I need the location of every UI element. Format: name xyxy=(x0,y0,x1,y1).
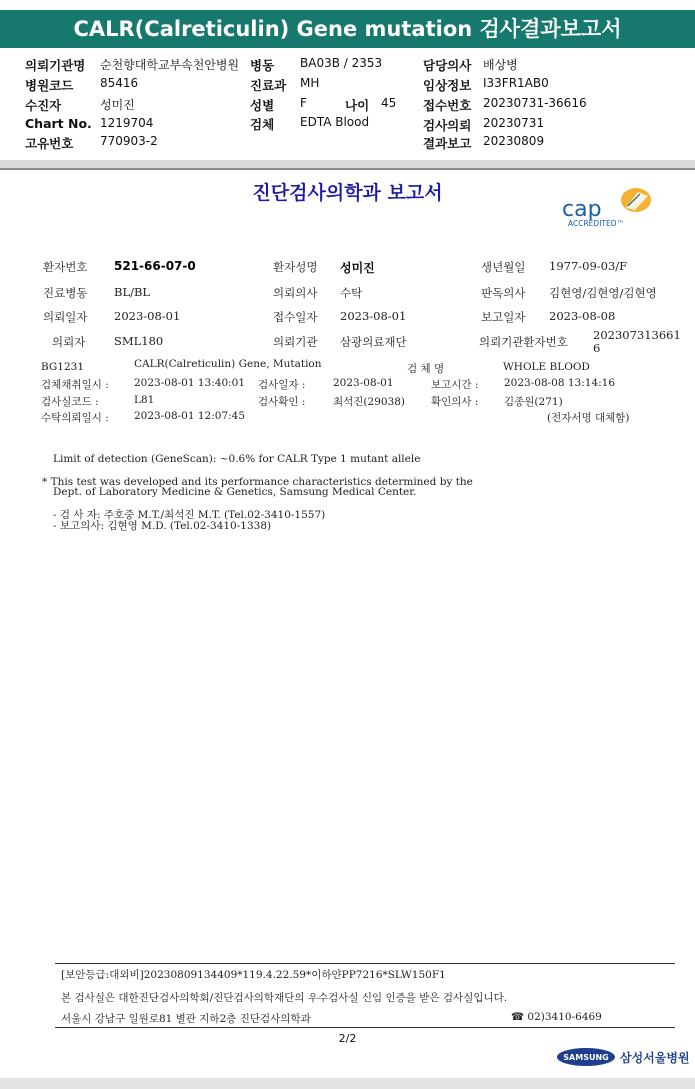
header-value: BA03B / 2353 xyxy=(300,56,383,70)
exam-date-value: 2023-08-01 xyxy=(333,377,394,389)
cap-accredited-logo xyxy=(560,186,660,230)
header-value: MH xyxy=(300,76,320,90)
test-code: BG1231 xyxy=(41,361,85,373)
patient-value: 6 xyxy=(593,341,601,355)
specimen-label: 검 체 명 xyxy=(407,363,445,375)
header-value: 성미진 xyxy=(100,98,135,112)
patient-label: 생년월일 xyxy=(481,260,526,274)
patient-label: 의뢰기관환자번호 xyxy=(479,335,568,349)
patient-name: 성미진 xyxy=(340,261,375,275)
header-label: 접수번호 xyxy=(423,98,472,113)
patient-label: 판독의사 xyxy=(481,286,526,300)
report-banner-title: CALR(Calreticulin) Gene mutation 검사결과보고서 xyxy=(0,10,695,48)
header-value: I33FR1AB0 xyxy=(483,76,549,90)
confirm-doctor-label: 확인의사 : xyxy=(431,396,479,408)
header-label: 검사의뢰 xyxy=(423,118,472,133)
lab-phone: ☎ 02)3410-6469 xyxy=(511,1011,602,1023)
patient-label: 환자번호 xyxy=(43,260,88,274)
header-label: 고유번호 xyxy=(25,136,74,151)
header-value: EDTA Blood xyxy=(300,115,370,129)
patient-id: 521-66-07-0 xyxy=(114,259,196,273)
header-label: 진료과 xyxy=(250,78,287,93)
patient-value: 삼광의료재단 xyxy=(340,335,407,349)
patient-value: 수탁 xyxy=(340,286,363,300)
confirm-label: 검사확인 : xyxy=(258,396,306,408)
patient-value: 202307313661 xyxy=(593,328,681,342)
report-time-value: 2023-08-08 13:14:16 xyxy=(504,377,616,389)
header-label: Chart No. xyxy=(25,116,92,131)
header-value: 85416 xyxy=(100,76,139,90)
collect-value: 2023-08-01 13:40:01 xyxy=(134,377,246,389)
lab-code-label: 검사실코드 : xyxy=(41,396,99,408)
disclaimer-line-1: * This test was developed and its performance characteristics determined by the xyxy=(42,476,473,488)
hospital-name: 삼성서울병원 xyxy=(620,1051,690,1065)
header-label: 수진자 xyxy=(25,98,62,113)
header-value: 20230809 xyxy=(483,134,545,148)
security-line: [보안등급:대외비]20230809134409*119.4.22.59*이하얀PP7216*SLW150F1 xyxy=(61,969,446,981)
patient-value: 김현영/김현영/김현영 xyxy=(549,286,657,300)
request-label: 수탁의뢰일시 : xyxy=(41,412,109,424)
patient-label: 환자성명 xyxy=(273,260,318,274)
certification-text: 본 검사실은 대한진단검사의학회/진단검사의학재단의 우수검사실 신임 인증을 받은 검사실입니다. xyxy=(61,992,508,1004)
patient-label: 의뢰자 xyxy=(52,335,86,349)
header-label: 의뢰기관명 xyxy=(25,58,86,73)
patient-label: 의뢰기관 xyxy=(273,335,318,349)
patient-label: 진료병동 xyxy=(43,286,88,300)
page-number: 2/2 xyxy=(338,1032,357,1045)
reporting-doctor-info: - 보고의사: 김현영 M.D. (Tel.02-3410-1338) xyxy=(53,520,272,532)
patient-label: 의뢰일자 xyxy=(43,310,88,324)
patient-value: SML180 xyxy=(114,334,164,348)
cap-logo-text: cap xyxy=(562,197,602,222)
lab-address: 서울시 강남구 일원로81 별관 지하2층 진단검사의학과 xyxy=(61,1013,311,1025)
tester-info: - 검 사 자: 주호중 M.T./최석진 M.T. (Tel.02-3410-1557) xyxy=(53,509,326,521)
cap-logo-subtext: ACCREDITED™ xyxy=(568,219,625,228)
patient-value: 2023-08-08 xyxy=(549,309,616,323)
report-time-label: 보고시간 : xyxy=(431,379,479,391)
section-divider-line xyxy=(0,168,695,170)
section-divider xyxy=(0,160,695,168)
test-name: CALR(Calreticulin) Gene, Mutation xyxy=(134,358,322,370)
bottom-bar xyxy=(0,1078,695,1089)
esign-note: (전자서명 대체함) xyxy=(547,412,630,424)
header-label: 나이 xyxy=(345,98,370,113)
header-value: 20230731 xyxy=(483,116,545,130)
samsung-logo xyxy=(556,1047,616,1067)
header-label: 병동 xyxy=(250,58,275,73)
header-value: 배상병 xyxy=(483,58,518,72)
disclaimer-line-2: Dept. of Laboratory Medicine & Genetics, Samsung Medical Center. xyxy=(53,486,417,498)
patient-label: 의뢰의사 xyxy=(273,286,318,300)
exam-date-label: 검사일자 : xyxy=(258,379,306,391)
header-label: 성별 xyxy=(250,98,275,113)
header-value: 1219704 xyxy=(100,116,154,130)
patient-label: 접수일자 xyxy=(273,310,318,324)
header-label: 결과보고 xyxy=(423,136,472,151)
header-value: 20230731-36616 xyxy=(483,96,587,110)
patient-label: 보고일자 xyxy=(481,310,526,324)
header-value: F xyxy=(300,96,307,110)
specimen-value: WHOLE BLOOD xyxy=(503,361,590,373)
header-value: 770903-2 xyxy=(100,134,158,148)
header-label: 임상정보 xyxy=(423,78,472,93)
header-value: 45 xyxy=(381,96,397,110)
patient-value: 2023-08-01 xyxy=(114,309,181,323)
confirm-value: 최석진(29038) xyxy=(333,396,406,408)
header-label: 병원코드 xyxy=(25,78,74,93)
header-label: 검체 xyxy=(250,117,275,132)
samsung-logo-text: SAMSUNG xyxy=(563,1053,609,1062)
header-value: 순천향대학교부속천안병원 xyxy=(100,58,240,72)
patient-value: BL/BL xyxy=(114,285,151,299)
header-label: 담당의사 xyxy=(423,58,472,73)
detection-limit-note: Limit of detection (GeneScan): ~0.6% for CALR Type 1 mutant allele xyxy=(53,453,421,465)
request-value: 2023-08-01 12:07:45 xyxy=(134,410,246,422)
collect-label: 검체채취일시 : xyxy=(41,379,109,391)
confirm-doctor-value: 김종원(271) xyxy=(504,396,563,408)
patient-birthdate: 1977-09-03/F xyxy=(549,259,628,273)
report-title: 진단검사의학과 보고서 xyxy=(252,182,443,204)
patient-value: 2023-08-01 xyxy=(340,309,407,323)
lab-code-value: L81 xyxy=(134,394,155,406)
